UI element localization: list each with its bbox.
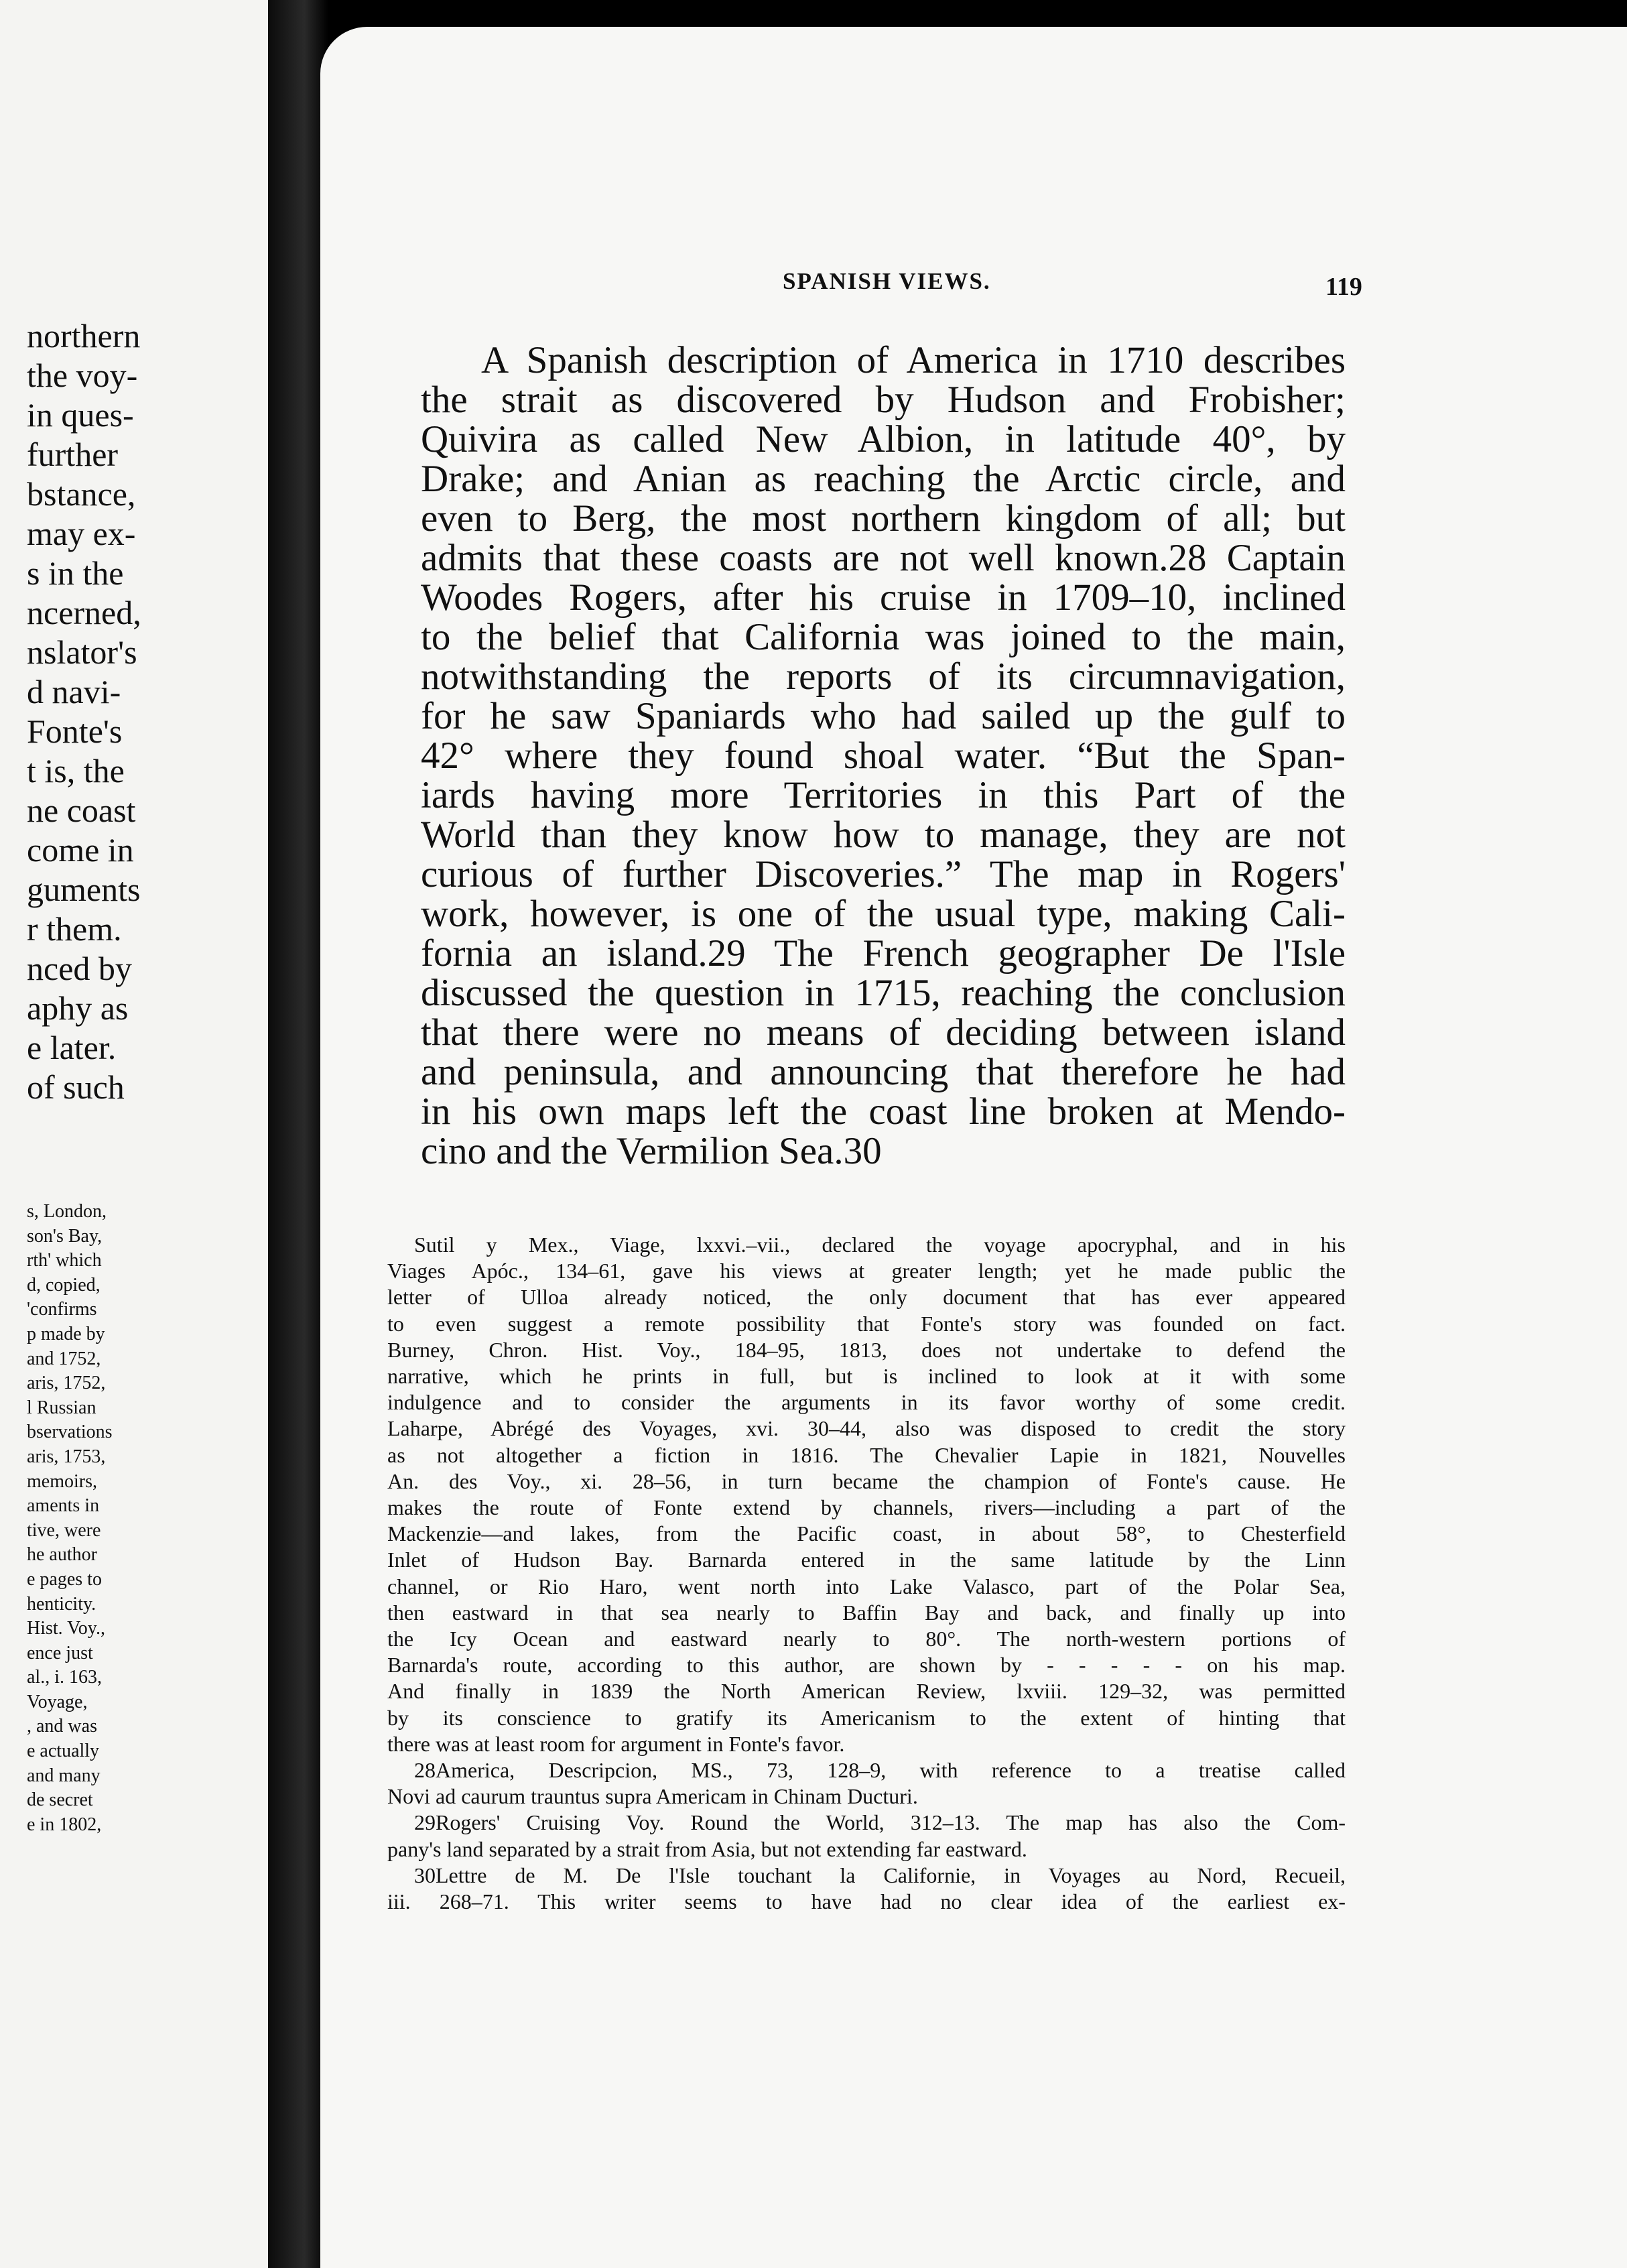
body-line: work, however, is one of the usual type, making Cali- (421, 893, 1346, 935)
footnote-line: An. des Voy., xi. 28–56, in turn became the champion of Fonte's cause. He (387, 1468, 1346, 1493)
previous-note-line: , and was (27, 1716, 97, 1737)
previous-body-line: e later. (27, 1029, 117, 1066)
footnote-30: 30Lettre de M. De l'Isle touchant la Californie, in Voyages au Nord, Recueil, (414, 1863, 1346, 1887)
footnote-line: iii. 268–71. This writer seems to have had no clear idea of the earliest ex- (387, 1889, 1346, 1914)
previous-body-line: d navi- (27, 673, 121, 710)
footnote-line: channel, or Rio Haro, went north into Lake Valasco, part of the Polar Sea, (387, 1574, 1346, 1598)
page-number: 119 (1325, 273, 1362, 301)
previous-body-line: nslator's (27, 633, 137, 671)
previous-note-line: bservations (27, 1422, 113, 1443)
body-line: Woodes Rogers, after his cruise in 1709–10, inclined (421, 576, 1346, 619)
body-line: 42° where they found shoal water. “But the Span- (421, 735, 1346, 777)
page-header (320, 268, 1627, 308)
body-line: fornia an island.29 The French geographer De l'Isle (421, 932, 1346, 974)
footnote-line: Sutil y Mex., Viage, lxxvi.–vii., declared the voyage apocryphal, and in his (414, 1233, 1346, 1257)
previous-page-body (27, 316, 268, 1107)
previous-note-line: he author (27, 1544, 97, 1566)
body-line: to the belief that California was joined to the main, (421, 616, 1346, 658)
previous-body-line: bstance, (27, 475, 136, 513)
previous-note-line: tive, were (27, 1519, 101, 1541)
footnote-line: the Icy Ocean and eastward nearly to 80°. The north-western portions of (387, 1627, 1346, 1651)
body-line: World than they know how to manage, they are not (421, 814, 1346, 856)
previous-page-footnotes (27, 1200, 268, 1837)
footnote-line: indulgence and to consider the arguments in its favor worthy of some credit. (387, 1390, 1346, 1415)
previous-note-line: son's Bay, (27, 1225, 103, 1247)
previous-body-line: ncerned, (27, 594, 141, 631)
previous-body-line: may ex- (27, 515, 136, 552)
body-line: Drake; and Anian as reaching the Arctic circle, and (421, 458, 1346, 500)
body-line: and peninsula, and announcing that therefore he had (421, 1051, 1346, 1093)
previous-note-line: de secret (27, 1789, 93, 1811)
body-line: the strait as discovered by Hudson and Frobisher; (421, 379, 1346, 421)
footnote-29: 29Rogers' Cruising Voy. Round the World, 312–13. The map has also the Com- (414, 1810, 1346, 1835)
footnote-line: Viages Apóc., 134–61, gave his views at greater length; yet he made public the (387, 1259, 1346, 1283)
body-line: in his own maps left the coast line broken at Mendo- (421, 1090, 1346, 1133)
previous-body-line: guments (27, 871, 141, 908)
previous-note-line: and many (27, 1765, 101, 1786)
previous-note-line: d, copied, (27, 1274, 101, 1296)
body-line: iards having more Territories in this Part of the (421, 774, 1346, 816)
book-gutter (268, 0, 328, 2268)
previous-note-line: and 1752, (27, 1348, 101, 1369)
previous-note-line: s, London, (27, 1201, 107, 1222)
previous-body-line: nced by (27, 950, 132, 987)
previous-body-line: the voy- (27, 357, 138, 394)
previous-body-line: t is, the (27, 752, 125, 790)
footnote-line: Novi ad caurum trauntus supra Americam in Chinam Ducturi. (387, 1784, 918, 1809)
previous-body-line: aphy as (27, 989, 129, 1027)
current-page (320, 27, 1627, 2268)
previous-note-line: Hist. Voy., (27, 1618, 105, 1639)
footnote-line: Laharpe, Abrégé des Voyages, xvi. 30–44, also was disposed to credit the story (387, 1416, 1346, 1441)
footnotes (387, 1232, 1346, 1915)
previous-note-line: e pages to (27, 1568, 102, 1590)
previous-body-line: of such (27, 1068, 125, 1106)
previous-body-line: r them. (27, 910, 122, 948)
footnote-line: then eastward in that sea nearly to Baffin Bay and back, and finally up into (387, 1600, 1346, 1625)
body-line: notwithstanding the reports of its circumnavigation, (421, 655, 1346, 698)
previous-note-line: ence just (27, 1642, 93, 1663)
previous-note-line: 'confirms (27, 1299, 97, 1320)
previous-note-line: henticity. (27, 1593, 96, 1615)
footnote-line: pany's land separated by a strait from Asia, but not extending far eastward. (387, 1836, 1027, 1861)
footnote-line: narrative, which he prints in full, but is inclined to look at it with some (387, 1364, 1346, 1389)
body-line: cino and the Vermilion Sea.30 (421, 1130, 882, 1172)
footnote-line: And finally in 1839 the North American Review, lxviii. 129–32, was permitted (387, 1679, 1346, 1704)
body-line: curious of further Discoveries.” The map in Rogers' (421, 853, 1346, 895)
footnote-line: there was at least room for argument in Fonte's favor. (387, 1731, 845, 1756)
body-line: A Spanish description of America in 1710 describes (481, 339, 1346, 381)
previous-note-line: Voyage, (27, 1691, 88, 1712)
running-head: SPANISH VIEWS. (783, 268, 991, 294)
previous-body-line: further (27, 436, 119, 473)
previous-note-line: e actually (27, 1741, 100, 1762)
body-line: that there were no means of deciding between island (421, 1011, 1346, 1054)
footnote-line: Mackenzie—and lakes, from the Pacific coast, in about 58°, to Chesterfield (387, 1521, 1346, 1546)
previous-body-line: in ques- (27, 396, 134, 434)
footnote-line: by its conscience to gratify its Americanism to the extent of hinting that (387, 1705, 1346, 1730)
previous-note-line: l Russian (27, 1397, 96, 1418)
previous-note-line: p made by (27, 1323, 105, 1344)
previous-body-line: s in the (27, 554, 124, 592)
previous-note-line: memoirs, (27, 1470, 97, 1492)
footnote-line: letter of Ulloa already noticed, the only document that has ever appeared (387, 1285, 1346, 1310)
previous-note-line: aris, 1752, (27, 1373, 106, 1394)
body-text (421, 340, 1346, 1171)
previous-note-line: al., i. 163, (27, 1667, 102, 1688)
body-line: for he saw Spaniards who had sailed up the gulf to (421, 695, 1346, 737)
body-line: admits that these coasts are not well known.28 Captain (421, 537, 1346, 579)
footnote-line: Burney, Chron. Hist. Voy., 184–95, 1813, does not undertake to defend the (387, 1337, 1346, 1362)
previous-body-line: Fonte's (27, 712, 123, 750)
footnote-line: Inlet of Hudson Bay. Barnarda entered in the same latitude by the Linn (387, 1548, 1346, 1572)
body-line: Quivira as called New Albion, in latitude 40°, by (421, 418, 1346, 460)
previous-note-line: rth' which (27, 1250, 102, 1271)
footnote-line: makes the route of Fonte extend by channels, rivers—including a part of the (387, 1495, 1346, 1520)
footnote-line: to even suggest a remote possibility that Fonte's story was founded on fact. (387, 1311, 1346, 1336)
footnote-28: 28America, Descripcion, MS., 73, 128–9, with reference to a treatise called (414, 1758, 1346, 1783)
previous-body-line: come in (27, 831, 134, 869)
previous-note-line: e in 1802, (27, 1814, 102, 1835)
footnote-line: Barnarda's route, according to this author, are shown by - - - - - on his map. (387, 1653, 1346, 1678)
previous-body-line: northern (27, 317, 141, 355)
previous-body-line: ne coast (27, 792, 136, 829)
footnote-line: as not altogether a fiction in 1816. The Chevalier Lapie in 1821, Nouvelles (387, 1442, 1346, 1467)
previous-note-line: aments in (27, 1495, 100, 1517)
previous-page (0, 0, 277, 2268)
previous-note-line: aris, 1753, (27, 1446, 106, 1467)
body-line: discussed the question in 1715, reaching the conclusion (421, 972, 1346, 1014)
body-line: even to Berg, the most northern kingdom of all; but (421, 497, 1346, 540)
